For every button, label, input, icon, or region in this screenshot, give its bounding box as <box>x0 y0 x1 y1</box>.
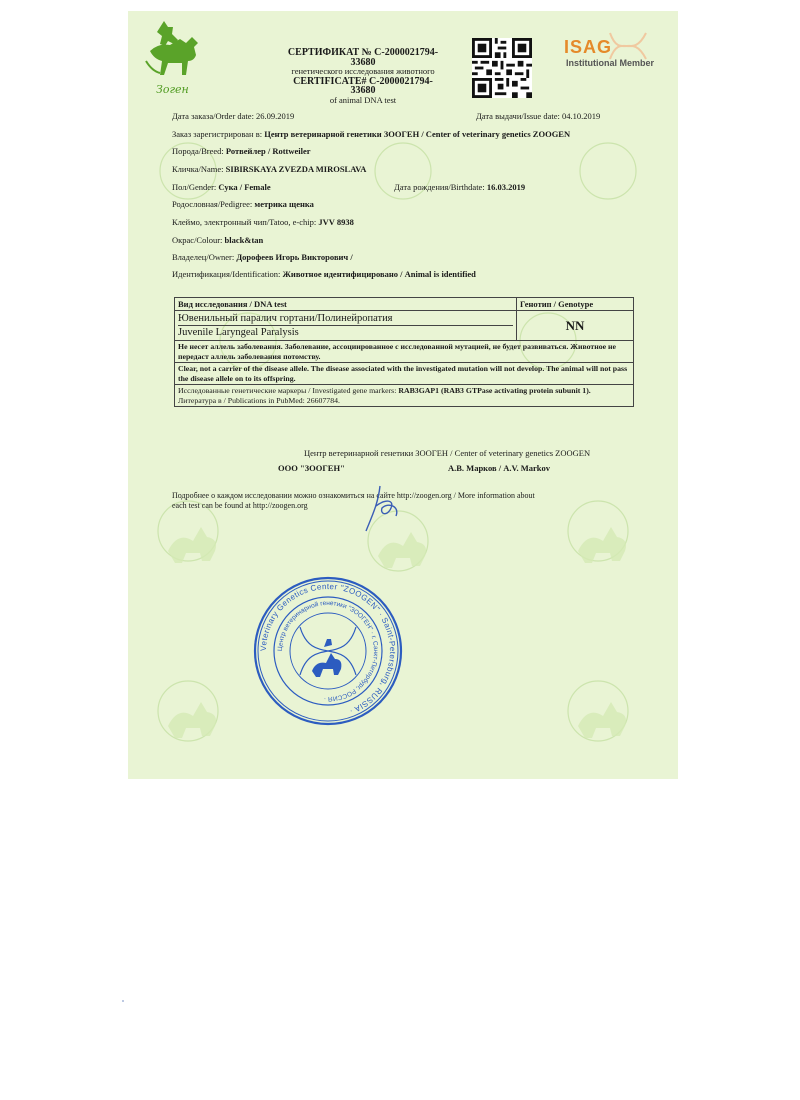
signer-name: А.В. Марков / A.V. Markov <box>448 463 551 473</box>
zoogen-logo <box>142 17 208 97</box>
certificate-sheet <box>128 11 678 779</box>
company-name: ООО "ЗООГЕН" <box>278 463 345 473</box>
qr-code-icon <box>472 38 532 98</box>
center-line: Центр ветеринарной генетики ЗООГЕН / Center of veterinary genetics ZOOGEN <box>304 448 591 458</box>
registered-label: Заказ зарегистрирован в: <box>172 129 265 139</box>
table-row <box>175 341 634 363</box>
identification-value: Животное идентифицировано / Animal is identified <box>282 269 476 279</box>
markers-suffix: Литература в / Publications in PubMed: 26607784. <box>178 395 340 405</box>
dna-test-table <box>174 297 634 407</box>
dna-helix-icon <box>608 31 648 61</box>
tatoo-row <box>172 217 354 227</box>
gender-label: Пол/Gender: <box>172 182 219 192</box>
markers-gene: RAB3GAP1 (RAB3 GTPase activating protein subunit 1). <box>398 386 591 395</box>
breed-row <box>172 146 311 156</box>
name-value: SIBIRSKAYA ZVEZDA MIROSLAVA <box>225 164 367 174</box>
logo-text: Зоген <box>156 83 189 96</box>
isag-logo <box>560 33 670 83</box>
issue-date: Дата выдачи/Issue date: 04.10.2019 <box>476 111 601 121</box>
scan-speck <box>122 1000 124 1002</box>
pedigree-row <box>172 199 314 209</box>
owner-label: Владелец/Owner: <box>172 252 237 262</box>
test-name-ru: Ювенильный паралич гортани/Полинейропатия <box>178 312 513 326</box>
stamp-inner-text: Центр ветеринарной генетики "ЗООГЕН" · г. Санкт-Петербург, РОССИЯ · <box>276 599 380 703</box>
cert-subtitle-en: of animal DNA test <box>329 94 397 105</box>
name-row <box>172 164 366 174</box>
owner-value: Дорофеев Игорь Викторович / <box>236 252 353 262</box>
cert-title-ru: СЕРТИФИКАТ № C-2000021794-33680 <box>287 47 439 68</box>
identification-label: Идентификация/Identification: <box>172 269 283 279</box>
info-line-1: Подробнее о каждом исследовании можно ознакомиться на сайте http://zoogen.org / More information about <box>172 491 535 500</box>
col-header-test: Вид исследования / DNA test <box>175 298 517 311</box>
breed-value: Ротвейлер / Rottweiler <box>225 146 311 156</box>
cert-title-en: CERTIFICATE# C-2000021794-33680 <box>293 75 433 96</box>
pedigree-label: Родословная/Pedigree: <box>172 199 255 209</box>
birthdate-row <box>394 182 525 192</box>
markers-cell <box>175 385 634 407</box>
colour-row <box>172 235 263 245</box>
tatoo-label: Клеймо, электронный чип/Tatoo, e-chip: <box>172 217 319 227</box>
table-row <box>175 363 634 385</box>
name-label: Кличка/Name: <box>172 164 226 174</box>
colour-value: black&tan <box>224 235 264 245</box>
stamp-outer-text: Veterinary Genetics Center "ZOOGEN" · Saint-Petersburg, RUSSIA · <box>258 581 398 716</box>
info-line-2: each test can be found at http://zoogen.org <box>172 501 308 510</box>
birthdate-value: 16.03.2019 <box>486 182 526 192</box>
table-row <box>175 385 634 407</box>
breed-label: Порода/Breed: <box>172 146 226 156</box>
result-ru: Не несет аллель заболевания. Заболевание, ассоциированное с исследованной мутацией, не будет развиваться. Животное не передаст аллель заболевания потомству. <box>175 341 634 363</box>
tatoo-value: JVV 8938 <box>318 217 354 227</box>
test-name-en: Juvenile Laryngeal Paralysis <box>178 327 299 338</box>
owner-row <box>172 252 353 262</box>
table-header-row <box>175 298 634 311</box>
registered-value: Центр ветеринарной генетики ЗООГЕН / Center of veterinary genetics ZOOGEN <box>264 129 571 139</box>
colour-label: Окрас/Colour: <box>172 235 225 245</box>
identification-row <box>172 269 476 279</box>
isag-member-text: Institutional Member <box>566 58 655 68</box>
genotype-value: NN <box>517 311 634 341</box>
isag-text: ISAG <box>564 37 613 57</box>
col-header-genotype: Генотип / Genotype <box>517 298 634 311</box>
gender-row <box>172 182 271 192</box>
round-stamp-icon <box>252 575 404 727</box>
registered-row <box>172 129 570 139</box>
signature-icon <box>356 476 416 536</box>
birthdate-label: Дата рождения/Birthdate: <box>394 182 487 192</box>
result-en: Clear, not a carrier of the disease allele. The disease associated with the investigated mutation will not develop. The animal will not pass the disease allele on to its offspring. <box>175 363 634 385</box>
certificate-title <box>283 48 443 105</box>
order-date: Дата заказа/Order date: 26.09.2019 <box>172 111 295 121</box>
test-name-cell <box>175 311 517 341</box>
gender-value: Сука / Female <box>218 182 271 192</box>
pedigree-value: метрика щенка <box>254 199 314 209</box>
table-row <box>175 311 634 341</box>
markers-prefix: Исследованные генетические маркеры / Investigated gene markers: <box>178 386 399 395</box>
cert-subtitle-ru: генетического исследования животного <box>291 66 435 76</box>
